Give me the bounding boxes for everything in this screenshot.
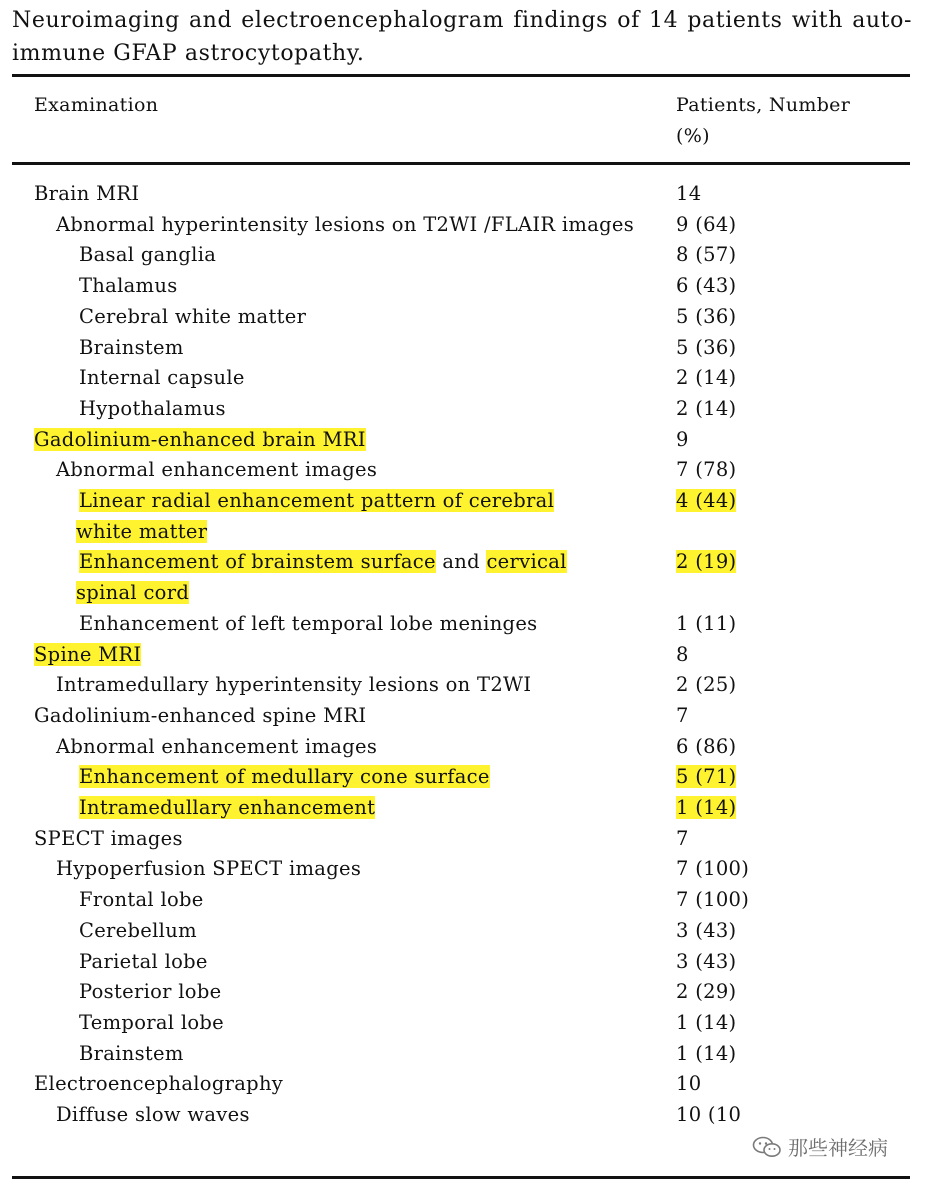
row-label: Frontal lobe: [79, 888, 204, 912]
row-value: 7 (100): [676, 888, 750, 912]
row-label: [76, 547, 616, 608]
table-row: [0, 762, 928, 793]
column-header-examination: Examination: [34, 94, 159, 116]
row-label: Abnormal enhancement images: [56, 734, 378, 758]
highlighted-value: 5 (71): [676, 765, 737, 789]
table-row: [0, 1100, 928, 1131]
column-header-patients: Patients, Number (%): [676, 94, 851, 147]
table-row: [0, 916, 928, 947]
watermark: [748, 1130, 892, 1163]
row-value: 3 (43): [676, 918, 737, 942]
row-value: 7: [676, 826, 689, 850]
row-value: [676, 793, 736, 824]
row-label: Brain MRI: [34, 182, 140, 205]
row-label: Diffuse slow waves: [56, 1103, 250, 1127]
bottom-rule: [12, 1176, 910, 1179]
table-row: [0, 425, 928, 456]
row-label: Enhancement of left temporal lobe meninges: [79, 611, 538, 635]
row-value: 9: [676, 427, 689, 451]
row-label: [79, 793, 619, 824]
row-label: Cerebral white matter: [79, 304, 307, 328]
row-label: Electroencephalography: [34, 1072, 284, 1096]
row-label: Thalamus: [79, 274, 178, 298]
table-row: [0, 547, 928, 608]
highlighted-text: Intramedullary enhancement: [79, 796, 376, 820]
row-value: 10: [676, 1072, 702, 1096]
table-row: [0, 947, 928, 978]
table-row: [0, 1069, 928, 1100]
row-label: Cerebellum: [79, 918, 197, 942]
table-row: [0, 885, 928, 916]
highlighted-text: Enhancement of medullary cone surface: [79, 765, 490, 789]
row-value: 1 (14): [676, 1041, 737, 1065]
highlighted-text: Enhancement of brainstem surface: [79, 550, 436, 574]
row-value: 1 (11): [676, 611, 737, 635]
row-value: 3 (43): [676, 949, 737, 973]
highlighted-value: 1 (14): [676, 796, 737, 820]
table-row: [0, 854, 928, 885]
row-value: 7 (100): [676, 857, 750, 881]
row-value: 7: [676, 703, 689, 727]
row-value: 5 (36): [676, 304, 737, 328]
row-value: [676, 547, 736, 578]
row-label: [76, 486, 616, 547]
row-label: Brainstem: [79, 1041, 184, 1065]
row-value: 2 (29): [676, 980, 737, 1004]
table-row: [0, 701, 928, 732]
highlighted-text: Linear radial enhancement pattern of cerebral white matter: [76, 489, 555, 543]
row-value: [676, 762, 736, 793]
row-label: Intramedullary hyperintensity lesions on T2WI: [56, 673, 532, 697]
row-label: Hypoperfusion SPECT images: [56, 857, 362, 881]
row-value: 6 (43): [676, 274, 737, 298]
row-label: [34, 640, 624, 671]
table-row: [0, 271, 928, 302]
highlighted-value: 2 (19): [676, 550, 737, 574]
highlighted-text: Gadolinium-enhanced brain MRI: [34, 427, 366, 451]
row-value: 2 (14): [676, 366, 737, 390]
table-row: [0, 824, 928, 855]
table-row: [0, 179, 928, 210]
table-body: [0, 179, 928, 1131]
table-row: [0, 670, 928, 701]
row-label: Posterior lobe: [79, 980, 222, 1004]
table-row: [0, 486, 928, 547]
row-label: Brainstem: [79, 335, 184, 359]
highlighted-text: cervical spinal cord: [76, 550, 567, 605]
row-value: 1 (14): [676, 1010, 737, 1034]
row-value: [676, 486, 736, 517]
row-value: 2 (14): [676, 396, 737, 420]
table-row: [0, 793, 928, 824]
table-row: [0, 240, 928, 271]
row-label: [34, 425, 624, 456]
table-caption: Neuroimaging and electroencephalogram findings of 14 patients with auto-immune GFAP astrocytopathy.: [12, 8, 912, 66]
row-value: 5 (36): [676, 335, 737, 359]
row-value: 7 (78): [676, 458, 737, 482]
row-label: Hypothalamus: [79, 396, 226, 420]
row-label: Parietal lobe: [79, 949, 208, 973]
header-rule: [12, 162, 910, 165]
table-row: [0, 609, 928, 640]
row-value: 2 (25): [676, 673, 737, 697]
top-rule: [12, 74, 910, 77]
row-label: Abnormal hyperintensity lesions on T2WI /FLAIR images: [56, 212, 635, 236]
row-label: Gadolinium-enhanced spine MRI: [34, 703, 367, 727]
row-value: 6 (86): [676, 734, 737, 758]
table-row: [0, 640, 928, 671]
row-value: 10 (10: [676, 1103, 742, 1127]
highlighted-text: Spine MRI: [34, 642, 142, 666]
row-label: Basal ganglia: [79, 243, 217, 267]
table-row: [0, 210, 928, 241]
plain-text: and: [435, 550, 487, 574]
row-value: 8: [676, 642, 689, 666]
table-row: [0, 455, 928, 486]
row-value: 14: [676, 182, 702, 205]
row-label: [79, 762, 619, 793]
table-row: [0, 1008, 928, 1039]
row-label: Temporal lobe: [79, 1010, 225, 1034]
table-row: [0, 333, 928, 364]
table-row: [0, 394, 928, 425]
row-value: 9 (64): [676, 212, 737, 236]
table-row: [0, 977, 928, 1008]
table-row: [0, 363, 928, 394]
row-label: SPECT images: [34, 826, 183, 850]
highlighted-value: 4 (44): [676, 489, 737, 513]
table-row: [0, 732, 928, 763]
wechat-icon: [752, 1135, 782, 1159]
row-label: Internal capsule: [79, 366, 245, 390]
table-row: [0, 302, 928, 333]
watermark-text: 那些神经病: [788, 1136, 888, 1160]
row-value: 8 (57): [676, 243, 737, 267]
row-label: Abnormal enhancement images: [56, 458, 378, 482]
table-row: [0, 1039, 928, 1070]
